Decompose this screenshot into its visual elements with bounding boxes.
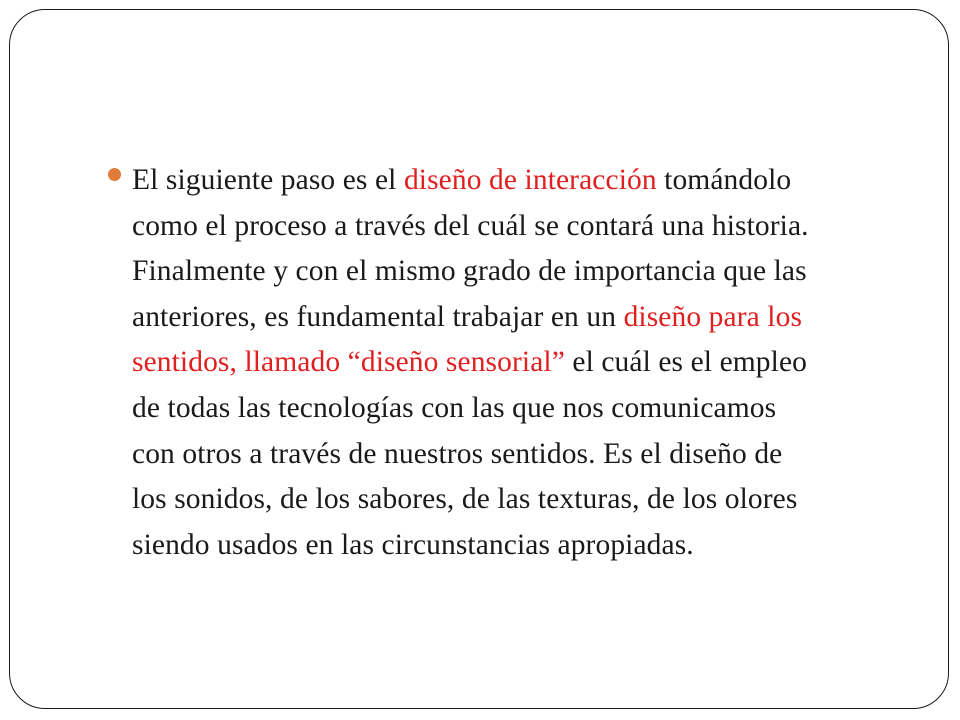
bullet-paragraph <box>132 158 922 568</box>
body-text: anteriores, es fundamental trabajar en un <box>132 300 624 333</box>
body-text: el cuál es el empleo <box>564 346 807 379</box>
paragraph-line <box>132 340 922 386</box>
paragraph-line <box>132 158 922 204</box>
body-text: tomándolo <box>656 164 792 196</box>
body-text: Finalmente y con el mismo grado de importancia que las <box>132 255 807 288</box>
paragraph-line <box>132 249 922 295</box>
paragraph-line <box>132 204 922 250</box>
body-text: con otros a través de nuestros sentidos. Es el diseño de <box>132 437 783 470</box>
body-text: los sonidos, de los sabores, de las texturas, de los olores <box>132 483 798 516</box>
body-text: de todas las tecnologías con las que nos comunicamos <box>132 391 777 424</box>
bullet-dot-icon <box>108 168 121 181</box>
paragraph-line <box>132 477 922 523</box>
paragraph-line <box>132 295 922 341</box>
paragraph-line <box>132 432 922 478</box>
highlighted-text: diseño de interacción <box>403 164 657 196</box>
highlighted-text: diseño para los <box>623 300 803 333</box>
body-text: como el proceso a través del cuál se contará una historia. <box>132 209 809 242</box>
paragraph-line <box>132 386 922 432</box>
highlighted-text: sentidos, llamado “diseño sensorial” <box>132 346 565 379</box>
body-text: siendo usados en las circunstancias apropiadas. <box>132 528 694 561</box>
body-text: El siguiente paso es el <box>132 164 404 196</box>
paragraph-line <box>132 523 922 569</box>
